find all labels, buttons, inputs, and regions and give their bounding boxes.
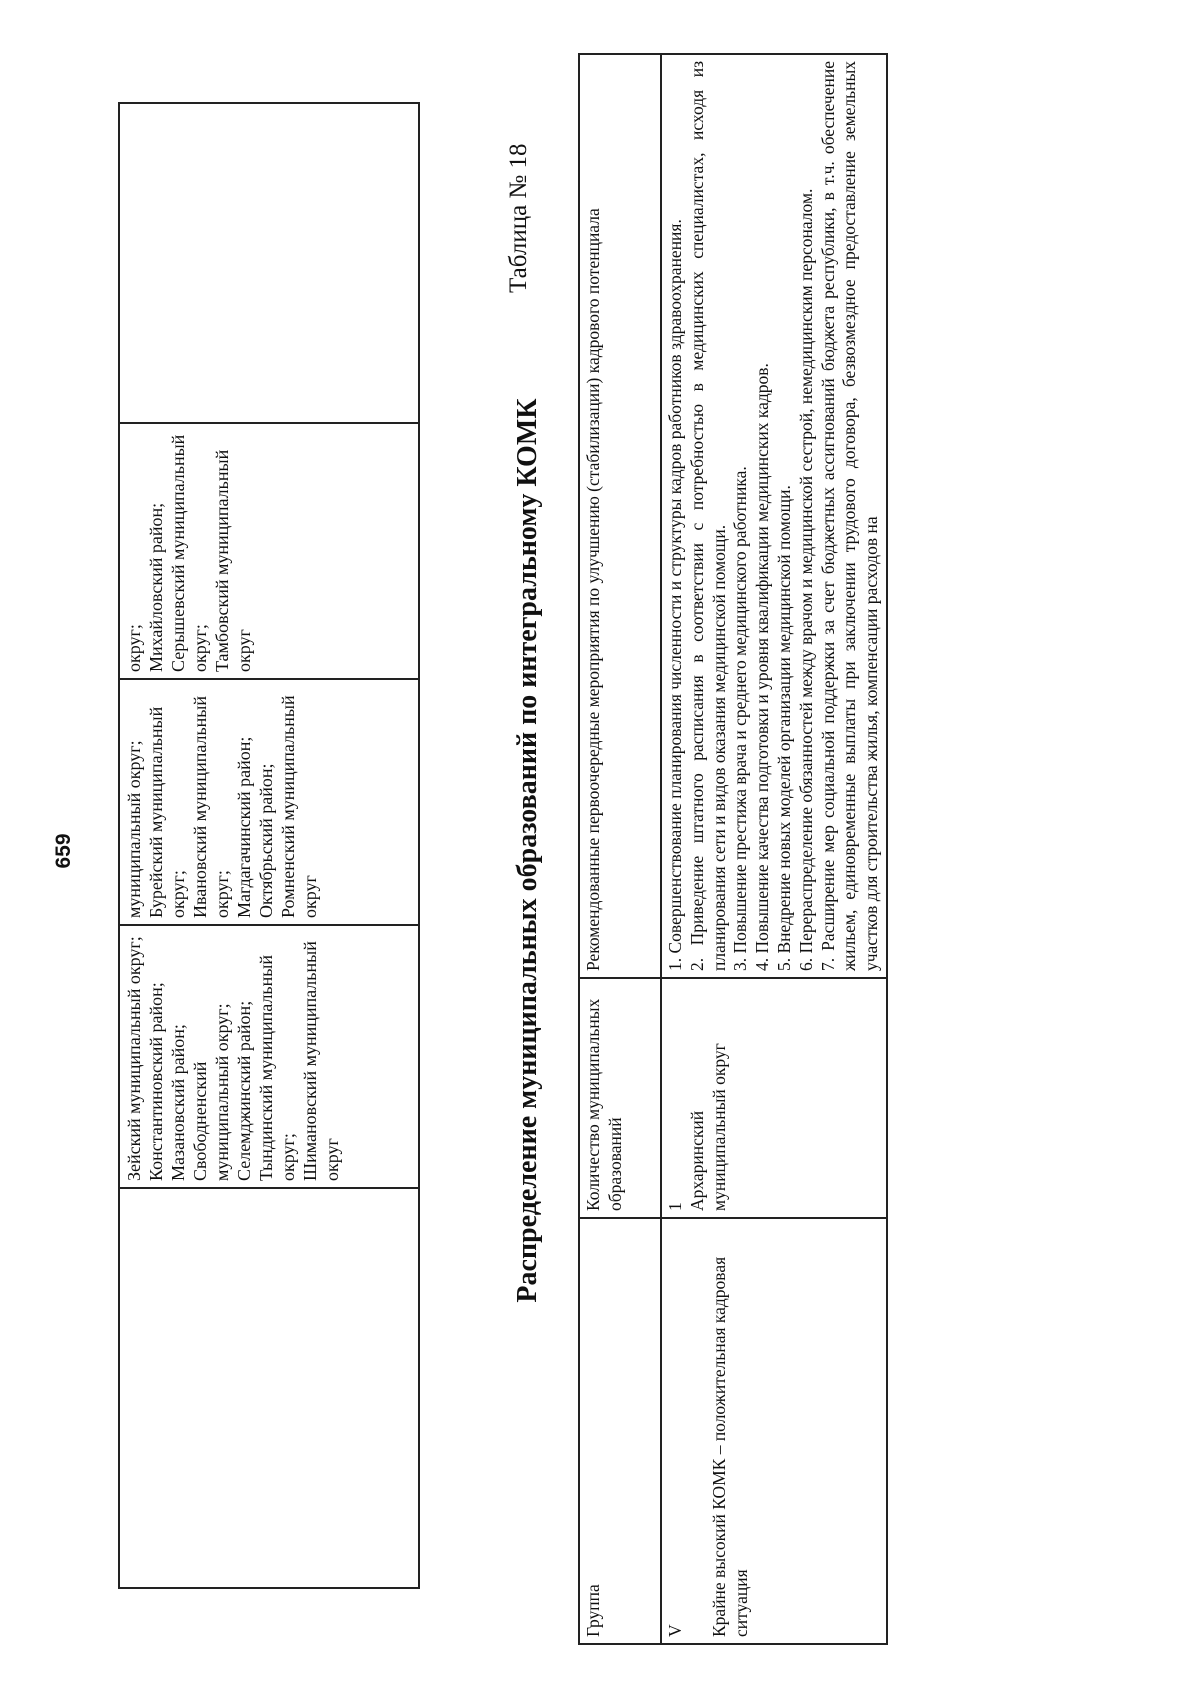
measure-item: 2. Приведение штатного расписания в соответствии с потребностью в медицинских специалистах, исходя из планирования сети и видов оказания медицинской помощи. xyxy=(686,61,729,971)
group-code: V xyxy=(665,1624,685,1637)
continuation-table xyxy=(118,102,420,1589)
measure-item: 7. Расширение мер социальной поддержки за счет бюджетных ассигнований бюджета республики, в т.ч. обеспечение жильем, единовременные выплаты при заключении трудового договора, безвозмездное предоставление земельных участков для строительства жилья, компенсации расходов на xyxy=(817,61,882,971)
continuation-cell-4: округ; Михайловский район; Серышевский муниципальный округ; Тамбовский муниципальный округ xyxy=(119,423,419,679)
measure-item: 1. Совершенствование планирования численности и структуры кадров работников здравоохранения. xyxy=(665,219,685,971)
measure-item: 3. Повышение престижа врача и среднего медицинского работника. xyxy=(730,466,751,971)
header-measures: Рекомендованные первоочередные мероприятия по улучшению (стабилизации) кадрового потенциала xyxy=(579,54,661,978)
continuation-cell-5 xyxy=(119,103,419,423)
municipality-name: Архаринский муниципальный округ xyxy=(686,1043,729,1211)
continuation-cell-2: Зейский муниципальный округ; Константиновский район; Мазановский район; Свободненский муниципальный округ; Селемджинский район; Тындинский муниципальный округ; Шимановский муниципальный округ xyxy=(119,925,419,1188)
measure-item: 4. Повышение качества подготовки и уровня квалификации медицинских кадров. xyxy=(752,363,773,971)
header-row xyxy=(579,54,661,1644)
measure-item: 5. Внедрение новых моделей организации медицинской помощи. xyxy=(773,485,794,971)
continuation-cell-3: муниципальный округ; Бурейский муниципальный округ; Ивановский муниципальный округ; Магдагачинский район; Октябрьский район; Ромненский муниципальный округ xyxy=(119,679,419,925)
municipality-count: 1 xyxy=(665,1202,685,1211)
table-title: Распределение муниципальных образований по интегральному КОМК xyxy=(512,398,543,1303)
group-name: Крайне высокий КОМК – положительная кадровая ситуация xyxy=(708,1256,751,1637)
distribution-table xyxy=(578,53,888,1645)
header-group: Группа xyxy=(579,1218,661,1644)
count-cell xyxy=(661,978,887,1218)
table-number-label: Таблица № 18 xyxy=(505,143,532,293)
header-count: Количество муниципальных образований xyxy=(579,978,661,1218)
continuation-cell-1 xyxy=(119,1188,419,1588)
page-number: 659 xyxy=(52,833,75,869)
table-row xyxy=(661,54,887,1644)
measures-cell xyxy=(661,54,887,978)
group-cell xyxy=(661,1218,887,1644)
measure-item: 6. Перераспределение обязанностей между врачом и медицинской сестрой, немедицинским персоналом. xyxy=(795,188,816,971)
